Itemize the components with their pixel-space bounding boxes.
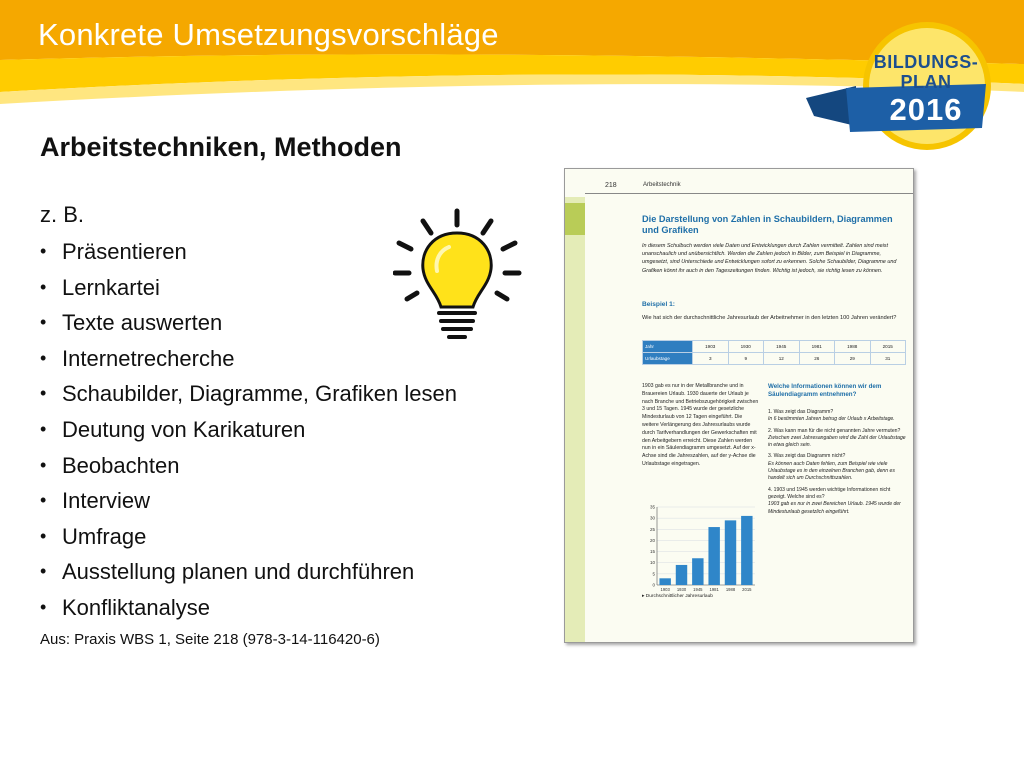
chart-bar	[725, 520, 736, 585]
chart-x-tick-label: 1981	[709, 587, 719, 592]
vacation-bar-chart	[643, 503, 759, 599]
header-title: Konkrete Umsetzungsvorschläge	[38, 17, 499, 52]
list-item: • Konfliktanalyse	[40, 594, 210, 620]
bildungsplan-badge	[806, 20, 992, 160]
qa-item: 1. Was zeigt das Diagramm? In 6 bestimmten Jahren betrug der Urlaub x Arbeitstage.	[768, 409, 895, 423]
chart-y-tick-label: 20	[649, 537, 655, 543]
list-item: • Lernkartei	[40, 274, 160, 300]
chart-x-tick-label: 1988	[725, 587, 736, 592]
chart-y-tick-label: 15	[649, 549, 655, 555]
example-label: Beispiel 1:	[642, 301, 675, 308]
list-item: • Texte auswerten	[40, 310, 223, 336]
table-cell: 1903	[693, 341, 729, 353]
page-margin-strip	[565, 197, 585, 643]
table-cell: 1981	[799, 341, 835, 353]
example-question: Wie hat sich der durchschnittliche Jahresurlaub der Arbeitnehmer in den letzten 100 Jahren verändert?	[642, 315, 897, 321]
textbook-page-image	[564, 168, 914, 643]
chart-x-tick-label: 1930	[676, 587, 687, 592]
page-number: 218	[605, 182, 617, 189]
chart-x-tick-label: 2015	[742, 587, 752, 592]
list-item: • Schaubilder, Diagramme, Grafiken lesen	[40, 381, 457, 407]
intro-text: z. B.	[40, 202, 85, 227]
list-item: • Deutung von Karikaturen	[40, 416, 306, 442]
source-citation: Aus: Praxis WBS 1, Seite 218 (978-3-14-116420-6)	[40, 631, 380, 648]
table-cell: 2015	[870, 341, 906, 353]
page-qa	[768, 409, 908, 520]
table-cell: 1988	[835, 341, 871, 353]
chart-x-tick-label: 1903	[660, 587, 670, 592]
table-cell: 29	[835, 353, 871, 365]
table-cell: 3	[693, 353, 729, 365]
chart-bar	[741, 516, 752, 585]
table-cell: 1945	[764, 341, 800, 353]
chart-bar	[708, 527, 719, 585]
badge-line2: PLAN	[900, 72, 952, 92]
table-row-label: Urlaubstage	[643, 353, 693, 365]
chart-y-tick-label: 10	[649, 560, 655, 566]
page-intro: In diesem Schulbuch werden viele Daten und Entwicklungen durch Zahlen vermittelt. Zahlen sind meist unanschaulich und unübersichtlich. Werden die Zahlen jedoch in Bilder, zum Beispiel in Diagramme, umgesetzt, sind Unterschiede und Entwicklungen sofort zu erkennen. Solche Schaubilder, Diagramme und Grafiken könnt ihr auch in den Tageszeitungen finden. Wichtig ist jedoch, sie richtig lesen zu können.	[642, 243, 897, 274]
qa-item: 3. Was zeigt das Diagramm nicht? Es können auch Daten fehlen, zum Beispiel wie viele Urlaubstage es in den einzelnen Branchen gab, denn es handelt sich um Durchschnittszahlen.	[768, 453, 895, 482]
list-item: • Interview	[40, 488, 151, 514]
table-cell: 26	[799, 353, 835, 365]
list-item: • Internetrecherche	[40, 345, 235, 371]
qa-item: 4. 1903 und 1945 werden wichtige Informationen nicht gezeigt. Welche sind es? 1903 gab es nur in zwei Bereichen Urlaub. 1945 wurde der Mindesturlaub gesetzlich eingeführt.	[768, 486, 901, 515]
list-item: • Präsentieren	[40, 239, 187, 264]
page-section-tab	[565, 203, 585, 235]
page-heading: Die Darstellung von Zahlen in Schaubildern, Diagrammen und Grafiken	[642, 214, 893, 235]
list-item: • Ausstellung planen und durchführen	[40, 559, 415, 585]
badge-year: 2016	[889, 92, 963, 127]
table-row	[643, 353, 906, 365]
chart-bar	[692, 558, 703, 585]
chart-caption: ▸ Durchschnittlicher Jahresurlaub	[642, 594, 713, 599]
chart-y-tick-label: 25	[649, 526, 655, 532]
vacation-table	[642, 340, 906, 365]
page-section: Arbeitstechnik	[643, 182, 681, 188]
chart-bar	[659, 578, 670, 585]
lightbulb-icon	[393, 207, 525, 347]
chart-bar	[676, 565, 687, 585]
chart-y-tick-label: 5	[652, 571, 655, 577]
page-right-heading: Welche Informationen können wir dem Säulendiagramm entnehmen?	[768, 383, 882, 398]
page-left-text: 1903 gab es nur in der Metallbranche und in Brauereien Urlaub. 1930 dauerte der Urlaub je nach Branche und Betriebszugehörigkeit zwischen 3 und 15 Tagen. 1945 wurde der gesetzliche Mindesturlaub von 12 Tagen eingeführt. Die weitere Verlängerung des Jahresurlaubs wurde durch Tarifverhandlungen der Gewerkschaften mit den Arbeitgebern erreicht. Diese Zahlen werden nun in ein Säulendiagramm umgesetzt. Auf der x-Achse sind die Jahreszahlen, auf der y-Achse die Urlaubstage eingetragen.	[642, 383, 759, 467]
list-item: • Umfrage	[40, 523, 147, 549]
table-cell: 12	[764, 353, 800, 365]
chart-y-tick-label: 35	[649, 504, 655, 510]
table-cell: 9	[728, 353, 764, 365]
qa-item: 2. Was kann man für die nicht genannten Jahre vermuten? Zwischen zwei Jahresangaben wird die Zahl der Urlaubstage in etwa gleich sein.	[768, 427, 906, 449]
table-cell: 31	[870, 353, 906, 365]
list-item: • Beobachten	[40, 452, 180, 478]
chart-y-tick-label: 30	[649, 515, 655, 521]
page-header-rule	[585, 193, 914, 194]
subtitle: Arbeitstechniken, Methoden	[40, 132, 402, 162]
table-row-label: Jahr	[643, 341, 693, 353]
table-row	[643, 341, 906, 353]
chart-x-tick-label: 1945	[693, 587, 703, 592]
table-cell: 1930	[728, 341, 764, 353]
chart-y-tick-label: 0	[652, 582, 655, 588]
badge-line1: BILDUNGS-	[873, 52, 979, 72]
